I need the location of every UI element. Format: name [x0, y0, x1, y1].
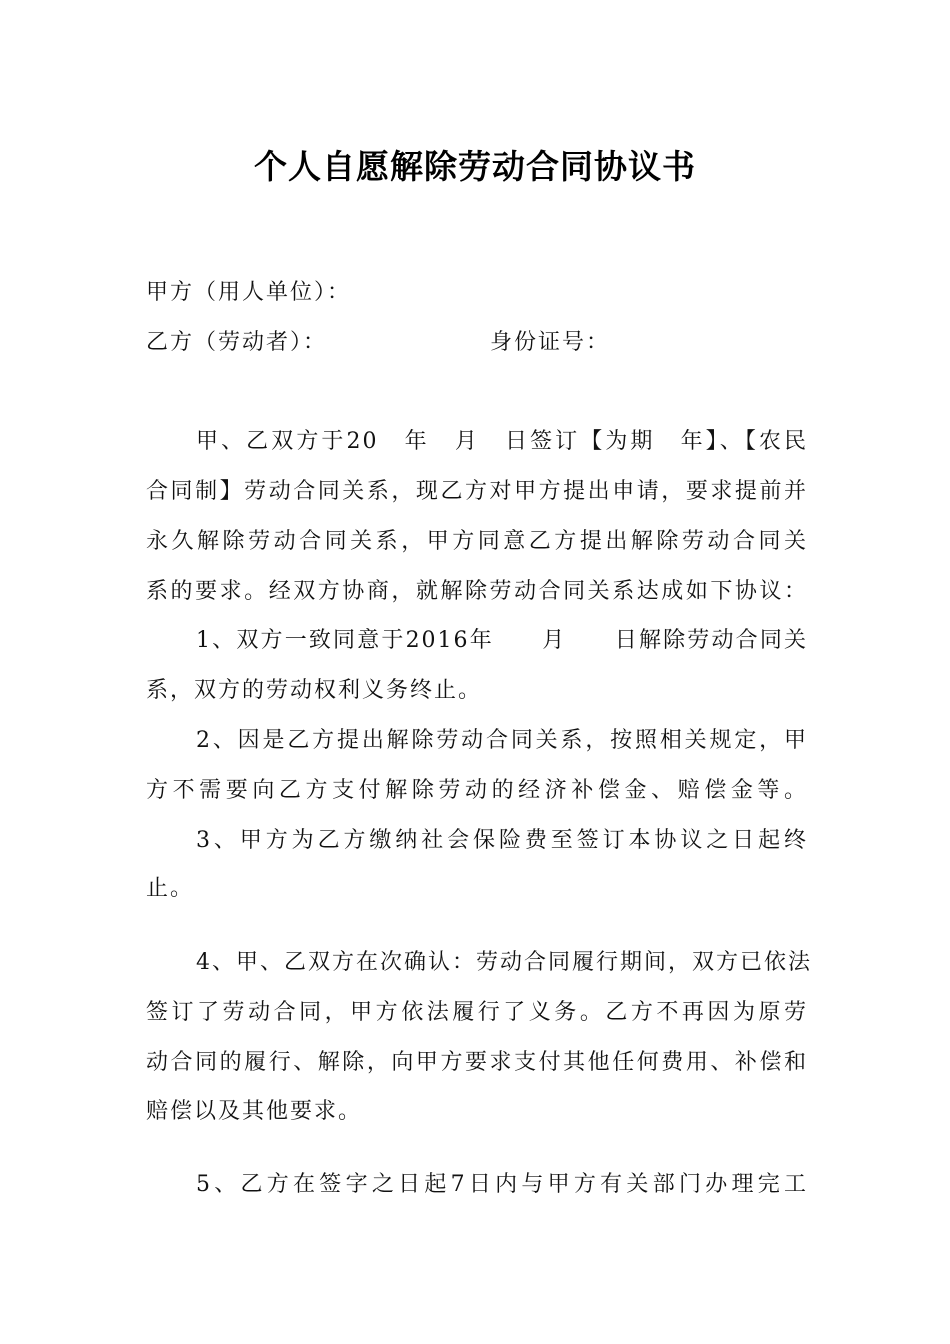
- document-title: 个人自愿解除劳动合同协议书: [254, 147, 696, 186]
- body-line: 系的要求。经双方协商，就解除劳动合同关系达成如下协议：: [146, 579, 808, 604]
- clause-1-line: 1、双方一致同意于2016年 月 日解除劳动合同关: [196, 628, 808, 653]
- clause-4-line: 赔偿以及其他要求。: [146, 1099, 363, 1124]
- clause-4-line: 签订了劳动合同，甲方依法履行了义务。乙方不再因为原劳: [146, 1000, 808, 1025]
- clause-3-line: 3、甲方为乙方缴纳社会保险费至签订本协议之日起终: [196, 828, 808, 853]
- party-b-label: 乙方（劳动者）：: [146, 330, 328, 355]
- body-line: 甲、乙双方于20 年 月 日签订【为期 年】、【农民: [196, 429, 808, 454]
- clause-1-line: 系，双方的劳动权利义务终止。: [146, 678, 483, 703]
- party-b-line: [146, 318, 808, 368]
- party-a-label: 甲方（用人单位）：: [146, 280, 352, 305]
- clause-4-line: 动合同的履行、解除，向甲方要求支付其他任何费用、补偿和: [146, 1050, 808, 1075]
- clause-2-line: 2、因是乙方提出解除劳动合同关系，按照相关规定，甲: [196, 728, 808, 753]
- body-line: 合同制】劳动合同关系，现乙方对甲方提出申请，要求提前并: [146, 479, 808, 504]
- party-a-line: [146, 268, 808, 318]
- id-number-label: 身份证号：: [490, 330, 611, 355]
- body-line: 永久解除劳动合同关系，甲方同意乙方提出解除劳动合同关: [146, 529, 808, 554]
- clause-2-line: 方不需要向乙方支付解除劳动的经济补偿金、赔偿金等。: [146, 778, 808, 803]
- clause-4-line: 4、甲、乙双方在次确认：劳动合同履行期间，双方已依法: [196, 950, 812, 975]
- clause-3-line: 止。: [146, 876, 195, 901]
- clause-5-line: 5、乙方在签字之日起7日内与甲方有关部门办理完工: [196, 1172, 808, 1197]
